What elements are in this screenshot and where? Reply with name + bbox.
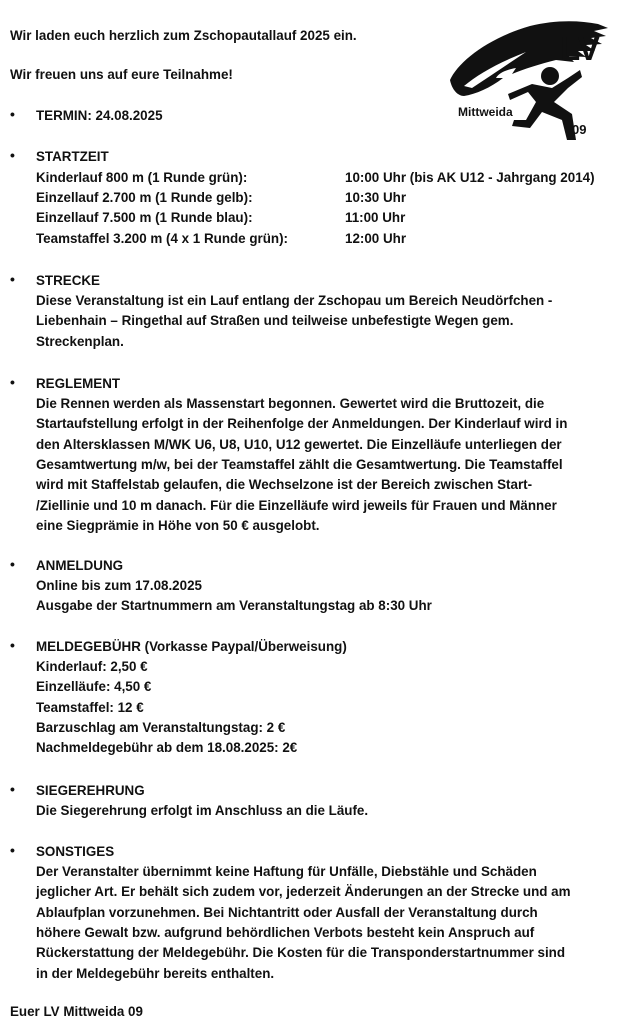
reglement-text-line: Gesamtwertung m/w, bei der Teamstaffel zählt die Gesamtwertung. Die Teamstaffel [36,457,563,472]
reglement-text-line: /Ziellinie und 10 m danach. Für die Einzelläufe wird jeweils für Frauen und Männer [36,498,557,513]
bullet-anmeldung: • [10,556,15,572]
startzeit-row-time: 10:00 Uhr (bis AK U12 - Jahrgang 2014) [345,170,595,185]
logo-city-text: Mittweida [458,105,513,119]
sonstiges-text-line: jeglicher Art. Er behält sich zudem vor, jederzeit Änderungen an der Strecke und am [36,884,571,899]
startzeit-row-time: 10:30 Uhr [345,190,407,205]
bullet-sonstiges: • [10,842,15,858]
sonstiges-text-line: Rückerstattung der Meldegebühr. Die Kosten für die Transponderstartnummer sind [36,945,566,960]
meldegebuehr-text-line: Nachmeldegebühr ab dem 18.08.2025: 2€ [36,740,298,755]
bullet-termin: • [10,106,15,122]
bullet-strecke: • [10,271,15,287]
startzeit-row-time: 11:00 Uhr [345,210,406,225]
startzeit-row-name: Kinderlauf 800 m (1 Runde grün): [36,170,248,185]
strecke-text-line: Diese Veranstaltung ist ein Lauf entlang der Zschopau um Bereich Neudörfchen - [36,293,553,308]
anmeldung-text-line: Online bis zum 17.08.2025 [36,578,202,593]
startzeit-row-name: Einzellauf 7.500 m (1 Runde blau): [36,210,253,225]
anmeldung-heading: ANMELDUNG [36,558,124,573]
strecke-heading: STRECKE [36,273,100,288]
reglement-heading: REGLEMENT [36,376,121,391]
sonstiges-text-line: in der Meldegebühr bereits enthalten. [36,966,275,981]
startzeit-row-name: Einzellauf 2.700 m (1 Runde gelb): [36,190,253,205]
reglement-text-line: Die Rennen werden als Massenstart begonnen. Gewertet wird die Bruttozeit, die [36,396,545,411]
sonstiges-text-line: Ablaufplan vorzunehmen. Bei Nichtantritt oder Ausfall der Veranstaltung durch [36,905,538,920]
sonstiges-text-line: höhere Gewalt bzw. aufgrund behördlichen Verbots besteht kein Anspruch auf [36,925,535,940]
club-logo [448,16,616,144]
startzeit-row-time: 12:00 Uhr [345,231,407,246]
reglement-text-line: den Altersklassen M/WK U6, U8, U10, U12 gewertet. Die Einzelläufe unterliegen der [36,437,562,452]
bullet-startzeit: • [10,147,15,163]
intro-line-2: Wir freuen uns auf eure Teilnahme! [10,67,233,82]
signature: Euer LV Mittweida 09 [10,1004,143,1019]
meldegebuehr-text-line: Teamstaffel: 12 € [36,700,144,715]
strecke-text-line: Liebenhain – Ringethal auf Straßen und teilweise unbefestigte Wegen gem. [36,313,514,328]
logo-number-text: 09 [572,122,587,137]
meldegebuehr-text-line: Einzelläufe: 4,50 € [36,679,152,694]
meldegebuehr-text-line: Barzuschlag am Veranstaltungstag: 2 € [36,720,286,735]
bullet-meldegebuehr: • [10,637,15,653]
sonstiges-text-line: Der Veranstalter übernimmt keine Haftung für Unfälle, Diebstähle und Schäden [36,864,537,879]
strecke-text-line: Streckenplan. [36,334,124,349]
termin-label: TERMIN: 24.08.2025 [36,108,163,123]
anmeldung-text-line: Ausgabe der Startnummern am Veranstaltungstag ab 8:30 Uhr [36,598,432,613]
meldegebuehr-heading: MELDEGEBÜHR (Vorkasse Paypal/Überweisung) [36,639,347,654]
reglement-text-line: wird mit Staffelstab gelaufen, die Wechselzone ist der Bereich zwischen Start- [36,477,533,492]
intro-line-1: Wir laden euch herzlich zum Zschopautallauf 2025 ein. [10,28,357,43]
sonstiges-heading: SONSTIGES [36,844,115,859]
startzeit-row-name: Teamstaffel 3.200 m (4 x 1 Runde grün): [36,231,289,246]
siegerehrung-heading: SIEGEREHRUNG [36,783,145,798]
runner-icon [508,67,582,140]
meldegebuehr-text-line: Kinderlauf: 2,50 € [36,659,148,674]
bullet-reglement: • [10,374,15,390]
reglement-text-line: Startaufstellung erfolgt in der Reihenfolge der Anmeldungen. Der Kinderlauf wird in [36,416,568,431]
bullet-siegerehrung: • [10,781,15,797]
reglement-text-line: eine Siegprämie in Höhe von 50 € ausgelobt. [36,518,320,533]
siegerehrung-text-line: Die Siegerehrung erfolgt im Anschluss an die Läufe. [36,803,369,818]
logo-lv-text: LV [560,30,600,67]
startzeit-heading: STARTZEIT [36,149,109,164]
